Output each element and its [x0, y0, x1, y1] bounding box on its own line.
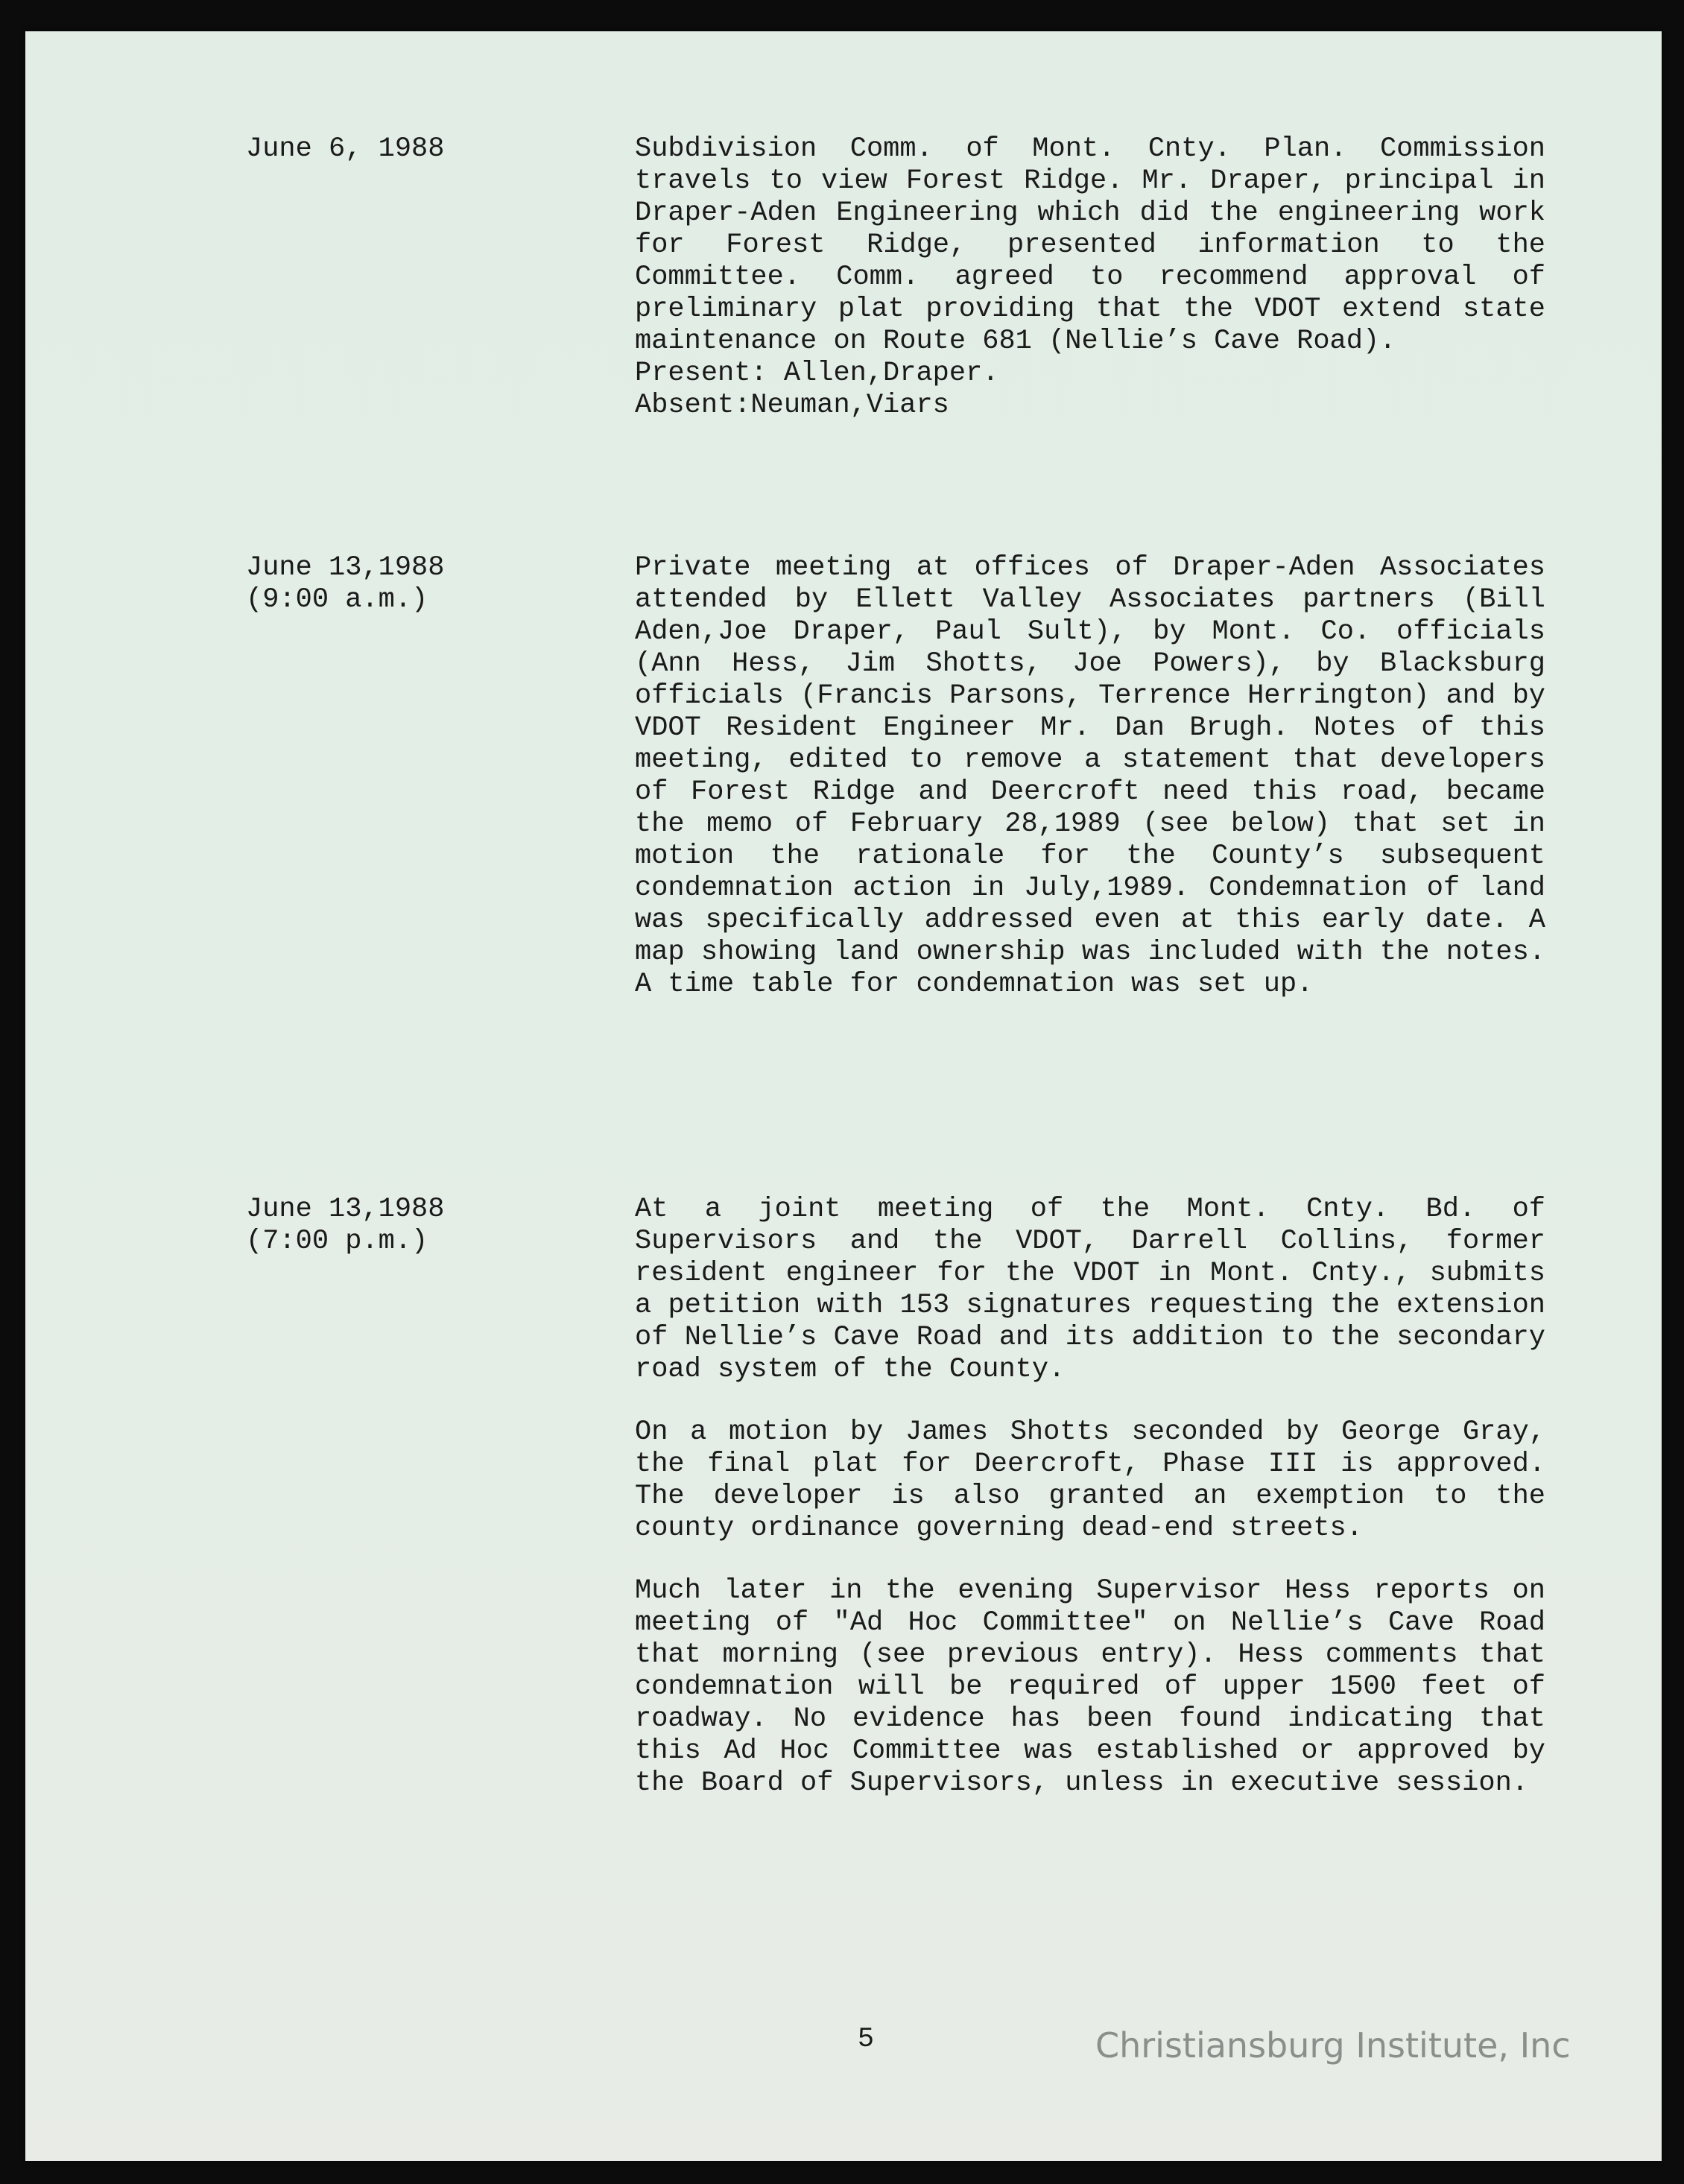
- entry-paragraph: Much later in the evening Supervisor Hess reports on meeting of "Ad Hoc Committee" on Nellie’s Cave Road that morning (see previous entry). Hess comments that condemnation will be required of upper 1500 feet of roadway. No evidence has been found indicating that this Ad Hoc Committee was established or approved by the Board of Supervisors, unless in executive session.: [635, 1575, 1545, 1799]
- entry-body: [635, 1194, 1545, 1800]
- document-page: [25, 31, 1662, 2161]
- entry-date: June 13,1988 (7:00 p.m.): [246, 1194, 445, 1257]
- page-number: 5: [857, 2024, 875, 2055]
- watermark: Christiansburg Institute, Inc: [1095, 2025, 1571, 2066]
- entry-paragraph: At a joint meeting of the Mont. Cnty. Bd. of Supervisors and the VDOT, Darrell Collins, former resident engineer for the VDOT in Mont. Cnty., submits a petition with 153 signatures requesting the extension of Nellie’s Cave Road and its addition to the secondary road system of the County.: [635, 1194, 1545, 1385]
- present-line: Present: Allen,Draper.: [635, 358, 999, 389]
- entry-paragraph: Subdivision Comm. of Mont. Cnty. Plan. Commission travels to view Forest Ridge. Mr. Draper, principal in Draper-Aden Engineering which did the engineering work for Forest Ridge, presented information to the Committee. Comm. agreed to recommend approval of preliminary plat providing that the VDOT extend state maintenance on Route 681 (Nellie’s Cave Road).: [635, 133, 1545, 357]
- absent-line: Absent:Neuman,Viars: [635, 390, 949, 421]
- entry-body: [635, 133, 1545, 422]
- entry-paragraph: On a motion by James Shotts seconded by George Gray, the final plat for Deercroft, Phase III is approved. The developer is also granted an exemption to the county ordinance governing dead-end streets.: [635, 1417, 1545, 1544]
- entry-date: June 6, 1988: [246, 133, 445, 165]
- entry-paragraph: Private meeting at offices of Draper-Aden Associates attended by Ellett Valley Associates partners (Bill Aden,Joe Draper, Paul Sult), by Mont. Co. officials (Ann Hess, Jim Shotts, Joe Powers), by Blacksburg officials (Francis Parsons, Terrence Herrington) and by VDOT Resident Engineer Mr. Dan Brugh. Notes of this meeting, edited to remove a statement that developers of Forest Ridge and Deercroft need this road, became the memo of February 28,1989 (see below) that set in motion the rationale for the County’s subsequent condemnation action in July,1989. Condemnation of land was specifically addressed even at this early date. A map showing land ownership was included with the notes. A time table for condemnation was set up.: [635, 552, 1545, 1000]
- entry-date: June 13,1988 (9:00 a.m.): [246, 552, 445, 615]
- entry-body: [635, 552, 1545, 1001]
